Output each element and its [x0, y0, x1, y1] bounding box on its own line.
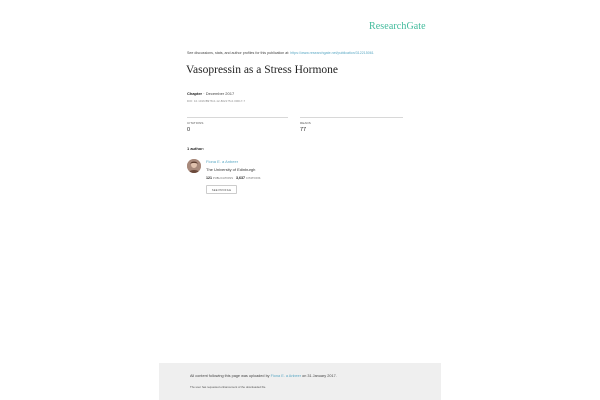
author-avatar[interactable] — [187, 159, 201, 173]
uploader-link[interactable]: Fiona E. a Anbeer — [270, 374, 302, 378]
enhancement-note: The user has requested enhancement of the downloaded file. — [190, 385, 267, 389]
author-name-link[interactable]: Fiona E. a Anbeer — [206, 159, 239, 164]
meta-separator: · — [203, 91, 205, 96]
reads-value: 77 — [300, 127, 307, 133]
author-publications-label: PUBLICATIONS — [213, 177, 234, 180]
citations-label: CITATIONS — [187, 121, 204, 125]
publication-doi: DOI: 10.1016/B978-0-12-802175-0.00017-7 — [187, 99, 246, 103]
upload-notice — [190, 374, 337, 378]
discussion-line — [187, 51, 374, 55]
author-publications-count: 121 — [206, 176, 212, 180]
authors-heading: 1 author: — [187, 146, 205, 151]
discussion-text: See discussions, stats, and author profiles for this publication at: — [187, 51, 290, 55]
publication-title: Vasopressin as a Stress Hormone — [186, 64, 339, 76]
author-stats — [206, 176, 260, 180]
upload-footer — [159, 363, 441, 400]
avatar-photo-icon — [187, 159, 201, 173]
upload-suffix: on 31 January 2017. — [302, 374, 337, 378]
author-institution: The University of Edinburgh — [206, 167, 256, 172]
publication-meta — [187, 91, 234, 96]
reads-divider — [300, 117, 403, 118]
publication-type: Chapter — [187, 91, 203, 96]
reads-label: READS — [300, 121, 311, 125]
author-citations-label: CITATIONS — [246, 177, 261, 180]
see-profile-button[interactable]: SEE PROFILE — [206, 185, 237, 194]
publication-date: December 2017 — [205, 91, 235, 96]
upload-prefix: All content following this page was uploaded by — [190, 374, 270, 378]
publication-link[interactable]: https://www.researchgate.net/publication/312215061 — [290, 51, 374, 55]
researchgate-logo[interactable]: ResearchGate — [369, 21, 426, 32]
author-citations-count: 3,637 — [236, 176, 246, 180]
citations-divider — [187, 117, 288, 118]
citations-value: 0 — [187, 127, 191, 133]
